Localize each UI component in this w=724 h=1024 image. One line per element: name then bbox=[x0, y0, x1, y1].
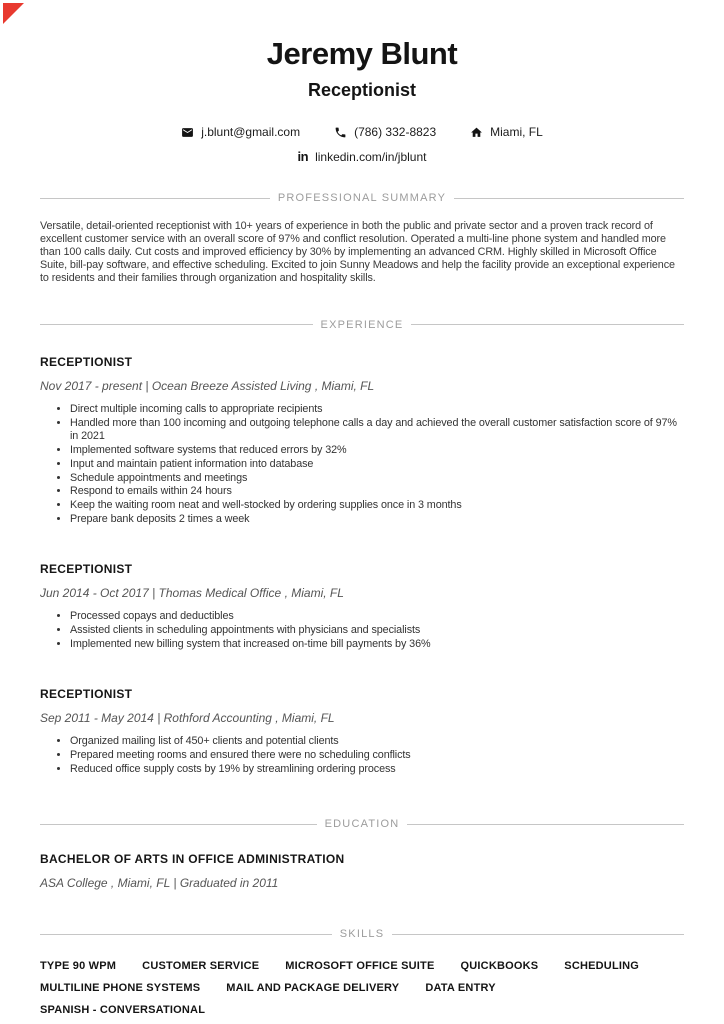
skills-list bbox=[40, 960, 684, 1016]
job-bullet-list bbox=[40, 735, 684, 776]
experience-entry-3 bbox=[40, 687, 684, 776]
job-bullet: • Assisted clients in scheduling appointments with physicians and specialists bbox=[70, 624, 684, 637]
linkedin-icon: in bbox=[297, 149, 309, 164]
job-bullet: • Prepare bank deposits 2 times a week bbox=[70, 513, 684, 526]
job-bullet: • Processed copays and deductibles bbox=[70, 610, 684, 623]
email-icon bbox=[181, 126, 194, 139]
section-heading-experience-label: EXPERIENCE bbox=[320, 318, 404, 331]
section-experience bbox=[40, 319, 684, 776]
job-bullet-list bbox=[40, 403, 684, 527]
section-heading-summary-label: PROFESSIONAL SUMMARY bbox=[277, 192, 447, 204]
skill-item: SCHEDULING bbox=[564, 960, 640, 973]
corner-flag bbox=[3, 3, 24, 24]
skill-item: SPANISH - CONVERSATIONAL bbox=[40, 1004, 206, 1017]
contact-linkedin-text: linkedin.com/in/jblunt bbox=[315, 149, 427, 164]
contact-row-primary bbox=[40, 125, 684, 139]
skill-item: MICROSOFT OFFICE SUITE bbox=[285, 960, 435, 973]
section-heading-summary bbox=[40, 192, 684, 204]
contact-email bbox=[181, 125, 300, 139]
contact-location bbox=[470, 125, 543, 139]
job-bullet: • Implemented software systems that reduced errors by 32% bbox=[70, 444, 684, 457]
section-heading-experience bbox=[40, 319, 684, 331]
job-meta: Nov 2017 - present | Ocean Breeze Assisted Living , Miami, FL bbox=[40, 378, 375, 393]
resume-header bbox=[40, 36, 684, 164]
job-bullet: • Implemented new billing system that increased on-time bill payments by 36% bbox=[70, 638, 684, 651]
contact-location-text: Miami, FL bbox=[490, 125, 543, 139]
candidate-title: Receptionist bbox=[307, 80, 417, 100]
section-heading-education-label: EDUCATION bbox=[324, 818, 400, 831]
degree-title: BACHELOR OF ARTS IN OFFICE ADMINISTRATION bbox=[40, 852, 345, 867]
phone-icon bbox=[334, 126, 347, 139]
contact-phone bbox=[334, 125, 436, 139]
job-meta: Jun 2014 - Oct 2017 | Thomas Medical Office , Miami, FL bbox=[40, 586, 344, 601]
section-heading-skills bbox=[40, 928, 684, 940]
job-bullet: • Respond to emails within 24 hours bbox=[70, 485, 684, 498]
job-title: RECEPTIONIST bbox=[40, 562, 133, 577]
job-bullet: • Keep the waiting room neat and well-stocked by ordering supplies once in 3 months bbox=[70, 499, 684, 512]
section-heading-skills-label: SKILLS bbox=[339, 928, 385, 941]
section-heading-education bbox=[40, 818, 684, 830]
job-title: RECEPTIONIST bbox=[40, 687, 133, 702]
contact-email-text: j.blunt@gmail.com bbox=[201, 125, 301, 139]
candidate-name: Jeremy Blunt bbox=[266, 36, 458, 71]
skill-item: MAIL AND PACKAGE DELIVERY bbox=[226, 982, 400, 995]
skill-item: DATA ENTRY bbox=[425, 982, 496, 995]
section-education bbox=[40, 818, 684, 890]
contact-phone-text: (786) 332-8823 bbox=[354, 125, 437, 139]
job-bullet: • Prepared meeting rooms and ensured there were no scheduling conflicts bbox=[70, 749, 684, 762]
skill-item: CUSTOMER SERVICE bbox=[142, 960, 260, 973]
experience-entry-1 bbox=[40, 355, 684, 527]
job-bullet: • Handled more than 100 incoming and outgoing telephone calls a day and achieved the overall customer satisfaction score of 97% in 2021 bbox=[70, 417, 684, 443]
job-bullet: • Organized mailing list of 450+ clients and potential clients bbox=[70, 735, 684, 748]
job-bullet: • Schedule appointments and meetings bbox=[70, 472, 684, 485]
section-skills bbox=[40, 928, 684, 1016]
job-meta: Sep 2011 - May 2014 | Rothford Accounting , Miami, FL bbox=[40, 711, 335, 726]
skill-item: MULTILINE PHONE SYSTEMS bbox=[40, 982, 201, 995]
experience-entry-2 bbox=[40, 562, 684, 651]
section-professional-summary bbox=[40, 192, 684, 285]
education-meta: ASA College , Miami, FL | Graduated in 2011 bbox=[40, 876, 279, 891]
contact-row-secondary bbox=[40, 149, 684, 164]
job-title: RECEPTIONIST bbox=[40, 354, 133, 369]
job-bullet: • Direct multiple incoming calls to appropriate recipients bbox=[70, 403, 684, 416]
home-icon bbox=[470, 126, 483, 139]
job-bullet: • Reduced office supply costs by 19% by streamlining ordering process bbox=[70, 763, 684, 776]
job-bullet-list bbox=[40, 610, 684, 651]
summary-paragraph: Versatile, detail-oriented receptionist with 10+ years of experience in both the public and private sector and a proven track record of excellent customer service with an overall score of 97% and conflict resolution. Operated a multi-line phone system and handled more than 100 calls daily. Cut costs and improved efficiency by 30% by implementing an advanced CRM. Highly skilled in Microsoft Office Suite, bill-pay software, and effective scheduling. Excited to join Sunny Meadows and help the facility provide an exceptional experience to residents and their families through organization and hospitality skills. bbox=[40, 220, 675, 284]
contact-linkedin bbox=[298, 149, 427, 164]
skill-item: TYPE 90 WPM bbox=[40, 960, 117, 973]
job-bullet: • Input and maintain patient information into database bbox=[70, 458, 684, 471]
skill-item: QUICKBOOKS bbox=[460, 960, 539, 973]
